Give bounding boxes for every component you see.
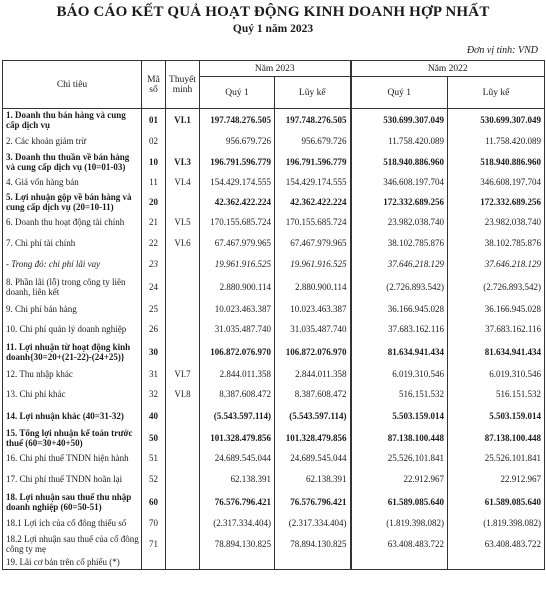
row-code: 31 [142,364,166,384]
row-luyke-2023: 154.429.174.555 [275,173,351,191]
row-q1-2022: 172.332.689.256 [351,191,448,213]
row-label: 1. Doanh thu bán hàng và cung cấp dịch vụ [3,109,142,131]
row-luyke-2022: 172.332.689.256 [448,191,545,213]
header-year-2022: Năm 2022 [351,61,545,77]
row-label: 15. Tổng lợi nhuận kế toán trước thuế (60=30+40+50) [3,427,142,449]
table-row [3,275,545,299]
row-code: 24 [142,275,166,299]
row-q1-2022: 516.151.532 [351,384,448,405]
row-code: 25 [142,299,166,319]
row-label: 16. Chi phí thuế TNDN hiện hành [3,449,142,468]
row-q1-2023: 67.467.979.965 [200,232,275,254]
row-q1-2022: 5.503.159.014 [351,405,448,427]
row-q1-2023: 154.429.174.555 [200,173,275,191]
row-code: 51 [142,449,166,468]
table-row [3,405,545,427]
row-luyke-2022: 36.166.945.028 [448,299,545,319]
row-note [166,254,200,275]
row-note [166,490,200,514]
income-statement-table [2,60,545,570]
row-q1-2023: 42.362.422.224 [200,191,275,213]
row-luyke-2022: 346.608.197.704 [448,173,545,191]
row-note [166,319,200,340]
table-row [3,556,545,570]
table-row [3,532,545,556]
row-code: 30 [142,340,166,364]
row-luyke-2023: (5.543.597.114) [275,405,351,427]
row-q1-2022: 38.102.785.876 [351,232,448,254]
row-code: 11 [142,173,166,191]
row-note: VI.1 [166,109,200,131]
header-chi-tieu: Chỉ tiêu [3,61,142,109]
row-label: 11. Lợi nhuận từ hoạt động kinh doanh{30=20+(21-22)-(24+25)} [3,340,142,364]
row-luyke-2023: 2.880.900.114 [275,275,351,299]
table-row [3,109,545,131]
table-row [3,232,545,254]
row-code: 20 [142,191,166,213]
row-note [166,191,200,213]
row-code: 22 [142,232,166,254]
table-row [3,364,545,384]
row-luyke-2023: 956.679.726 [275,131,351,151]
row-label: - Trong đó: chi phí lãi vay [3,254,142,275]
row-q1-2023: (2.317.334.404) [200,514,275,532]
row-q1-2022: 22.912.967 [351,468,448,490]
header-year-2023: Năm 2023 [200,61,351,77]
row-luyke-2022: 37.646.218.129 [448,254,545,275]
row-luyke-2023: 24.689.545.044 [275,449,351,468]
table-row [3,468,545,490]
row-code: 70 [142,514,166,532]
row-label: 18.2 Lợi nhuận sau thuế của cổ đông công ty mẹ [3,532,142,556]
row-luyke-2022: 23.982.038.740 [448,213,545,232]
row-label: 6. Doanh thu hoạt động tài chính [3,213,142,232]
header-luyke-2023: Lũy kế [275,77,351,109]
row-note [166,299,200,319]
report-title: BÁO CÁO KẾT QUẢ HOẠT ĐỘNG KINH DOANH HỢP NHẤT [56,4,490,20]
row-note: VI.3 [166,151,200,173]
row-q1-2023: 19.961.916.525 [200,254,275,275]
row-code: 52 [142,468,166,490]
row-note [166,131,200,151]
row-q1-2022: 23.982.038.740 [351,213,448,232]
row-q1-2023: 8.387.608.472 [200,384,275,405]
row-q1-2023 [200,556,275,570]
row-q1-2023: 106.872.076.970 [200,340,275,364]
row-luyke-2022: 25.526.101.841 [448,449,545,468]
table-row [3,213,545,232]
table-row [3,299,545,319]
row-note: VI.6 [166,232,200,254]
row-luyke-2023: 8.387.608.472 [275,384,351,405]
table-row [3,449,545,468]
row-code: 01 [142,109,166,131]
row-note [166,514,200,532]
row-luyke-2023: 42.362.422.224 [275,191,351,213]
table-row [3,427,545,449]
row-luyke-2023: 197.748.276.505 [275,109,351,131]
row-label: 13. Chi phí khác [3,384,142,405]
row-label: 18. Lợi nhuận sau thuế thu nhập doanh nghiệp (60=50-51) [3,490,142,514]
row-q1-2022: 530.699.307.049 [351,109,448,131]
row-luyke-2023: (2.317.334.404) [275,514,351,532]
table-row [3,490,545,514]
row-luyke-2022: 37.683.162.116 [448,319,545,340]
row-luyke-2022: 518.940.886.960 [448,151,545,173]
row-luyke-2022: 516.151.532 [448,384,545,405]
row-label: 8. Phần lãi (lỗ) trong công ty liên doanh, liên kết [3,275,142,299]
row-q1-2022: 11.758.420.089 [351,131,448,151]
row-label: 17. Chi phí thuế TNDN hoãn lại [3,468,142,490]
row-note: VI.8 [166,384,200,405]
row-label: 3. Doanh thu thuần về bán hàng và cung cấp dịch vụ (10=01-03) [3,151,142,173]
row-q1-2022: 6.019.310.546 [351,364,448,384]
header-ma-so: Mã số [142,61,166,109]
row-note: VI.7 [166,364,200,384]
row-label: 2. Các khoản giảm trừ [3,131,142,151]
currency-unit: Đơn vị tính: VND [466,45,538,56]
row-q1-2022: (2.726.893.542) [351,275,448,299]
row-luyke-2023: 78.894.130.825 [275,532,351,556]
row-q1-2022: 346.608.197.704 [351,173,448,191]
row-luyke-2023: 10.023.463.387 [275,299,351,319]
row-luyke-2023: 106.872.076.970 [275,340,351,364]
row-luyke-2023: 170.155.685.724 [275,213,351,232]
row-note [166,427,200,449]
row-q1-2023: 956.679.726 [200,131,275,151]
header-quy1-2023: Quý 1 [200,77,275,109]
row-q1-2023: 10.023.463.387 [200,299,275,319]
row-q1-2023: 101.328.479.856 [200,427,275,449]
row-luyke-2023: 101.328.479.856 [275,427,351,449]
row-q1-2023: 78.894.130.825 [200,532,275,556]
row-note: VI.4 [166,173,200,191]
row-luyke-2022: (2.726.893.542) [448,275,545,299]
header-luyke-2022: Lũy kế [448,77,545,109]
row-luyke-2022: 11.758.420.089 [448,131,545,151]
report-period: Quý 1 năm 2023 [232,23,314,35]
row-label: 7. Chi phí tài chính [3,232,142,254]
row-luyke-2022: 6.019.310.546 [448,364,545,384]
row-q1-2022: 37.646.218.129 [351,254,448,275]
row-q1-2022: 61.589.085.640 [351,490,448,514]
row-note [166,449,200,468]
row-code: 10 [142,151,166,173]
row-code: 21 [142,213,166,232]
row-code: 32 [142,384,166,405]
row-luyke-2022 [448,556,545,570]
row-q1-2023: (5.543.597.114) [200,405,275,427]
row-luyke-2022: 61.589.085.640 [448,490,545,514]
row-q1-2023: 76.576.796.421 [200,490,275,514]
row-note [166,468,200,490]
row-note [166,340,200,364]
row-q1-2023: 196.791.596.779 [200,151,275,173]
row-q1-2022: 37.683.162.116 [351,319,448,340]
header-thuyet-minh: Thuyết minh [166,61,200,109]
header-quy1-2022: Quý 1 [351,77,448,109]
row-q1-2023: 170.155.685.724 [200,213,275,232]
row-label: 10. Chi phí quản lý doanh nghiệp [3,319,142,340]
row-luyke-2023: 19.961.916.525 [275,254,351,275]
row-q1-2023: 197.748.276.505 [200,109,275,131]
row-q1-2023: 24.689.545.044 [200,449,275,468]
row-label: 4. Giá vốn hàng bán [3,173,142,191]
row-code: 26 [142,319,166,340]
table-row [3,254,545,275]
row-label: 12. Thu nhập khác [3,364,142,384]
row-note [166,556,200,570]
row-q1-2023: 2.844.011.358 [200,364,275,384]
row-luyke-2023: 2.844.011.358 [275,364,351,384]
row-label: 5. Lợi nhuận gộp về bán hàng và cung cấp dịch vụ (20=10-11) [3,191,142,213]
row-code: 71 [142,532,166,556]
row-luyke-2023 [275,556,351,570]
table-row [3,514,545,532]
row-code: 60 [142,490,166,514]
row-luyke-2022: 5.503.159.014 [448,405,545,427]
row-q1-2022: 36.166.945.028 [351,299,448,319]
row-luyke-2023: 67.467.979.965 [275,232,351,254]
row-label: 14. Lợi nhuận khác (40=31-32) [3,405,142,427]
row-luyke-2022: 530.699.307.049 [448,109,545,131]
row-q1-2023: 62.138.391 [200,468,275,490]
row-luyke-2022: 87.138.100.448 [448,427,545,449]
row-q1-2022: 518.940.886.960 [351,151,448,173]
row-label: 9. Chi phí bán hàng [3,299,142,319]
row-luyke-2023: 196.791.596.779 [275,151,351,173]
row-code: 23 [142,254,166,275]
table-row [3,131,545,151]
row-q1-2022: 63.408.483.722 [351,532,448,556]
row-luyke-2023: 62.138.391 [275,468,351,490]
row-q1-2023: 31.035.487.740 [200,319,275,340]
table-row [3,340,545,364]
table-row [3,319,545,340]
table-row [3,151,545,173]
table-row [3,384,545,405]
table-row [3,191,545,213]
row-note [166,532,200,556]
table-body [3,109,545,570]
row-luyke-2022: 81.634.941.434 [448,340,545,364]
row-luyke-2022: 38.102.785.876 [448,232,545,254]
row-code: 02 [142,131,166,151]
row-luyke-2022: (1.819.398.082) [448,514,545,532]
row-label: 19. Lãi cơ bản trên cổ phiếu (*) [3,556,142,570]
row-q1-2022 [351,556,448,570]
row-luyke-2022: 22.912.967 [448,468,545,490]
row-luyke-2023: 31.035.487.740 [275,319,351,340]
row-note [166,275,200,299]
row-q1-2022: 25.526.101.841 [351,449,448,468]
row-code: 50 [142,427,166,449]
row-luyke-2022: 63.408.483.722 [448,532,545,556]
row-code [142,556,166,570]
row-luyke-2023: 76.576.796.421 [275,490,351,514]
row-q1-2022: 87.138.100.448 [351,427,448,449]
row-note: VI.5 [166,213,200,232]
row-label: 18.1 Lợi ích của cổ đông thiểu số [3,514,142,532]
table-row [3,173,545,191]
row-note [166,405,200,427]
row-q1-2022: 81.634.941.434 [351,340,448,364]
row-q1-2023: 2.880.900.114 [200,275,275,299]
row-q1-2022: (1.819.398.082) [351,514,448,532]
row-code: 40 [142,405,166,427]
